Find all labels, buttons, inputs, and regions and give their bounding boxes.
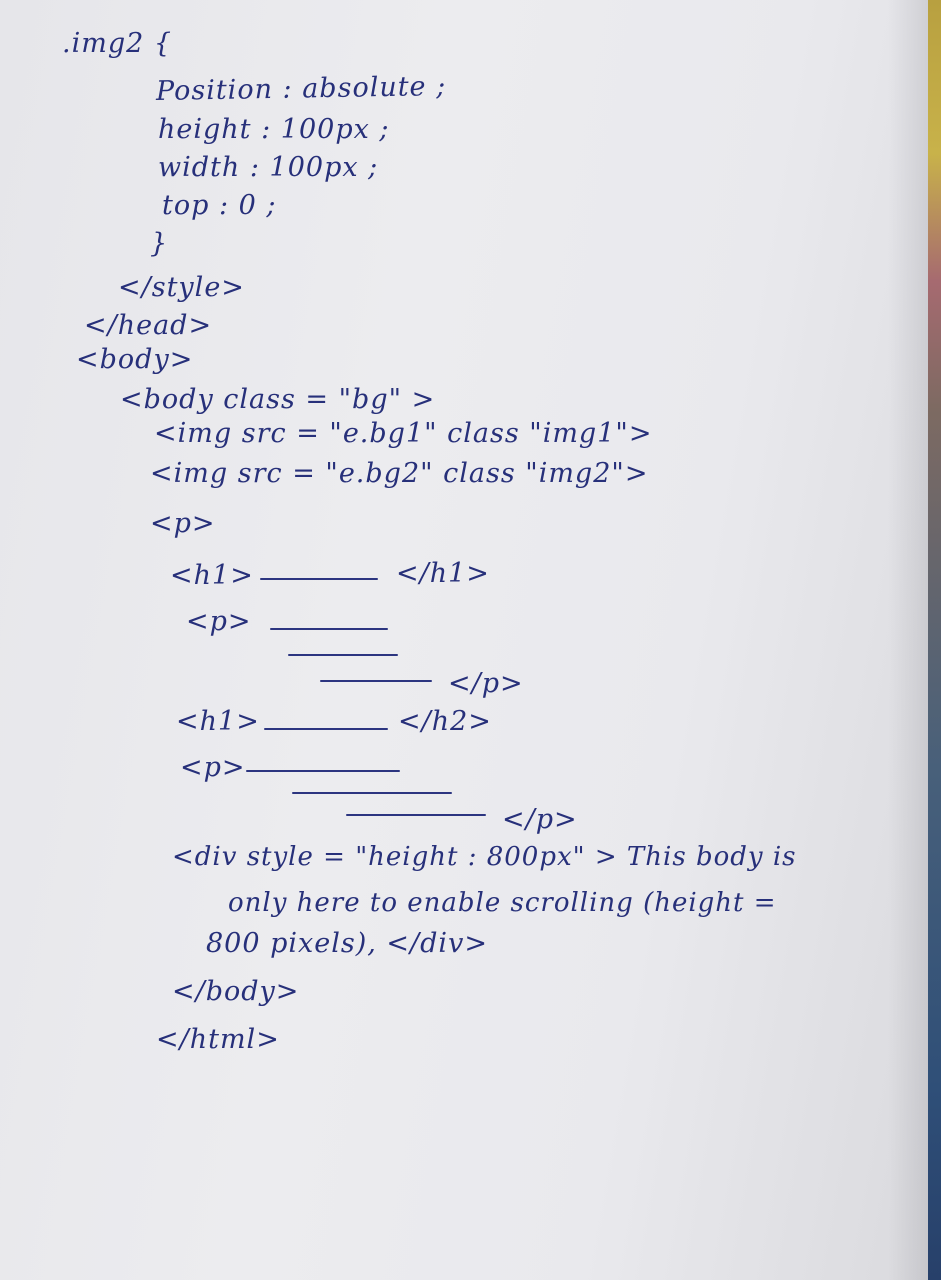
p-open-tag-2: <p> bbox=[186, 606, 252, 637]
css-selector-line: .img2 { bbox=[62, 28, 173, 59]
body-close-tag: </body> bbox=[172, 976, 300, 1007]
css-width-line: width : 100px ; bbox=[158, 152, 379, 183]
h1-close-tag: </h1> bbox=[396, 558, 490, 589]
div-style-line: <div style = "height : 800px" > This body is bbox=[172, 842, 797, 872]
img-tag-1: <img src = "e.bg1" class "img1"> bbox=[154, 418, 653, 449]
img-tag-2: <img src = "e.bg2" class "img2"> bbox=[150, 458, 649, 489]
blank-line bbox=[260, 578, 378, 580]
p-open-tag: <p> bbox=[150, 508, 216, 539]
blank-line bbox=[288, 654, 398, 656]
div-text-line-2: only here to enable scrolling (height = bbox=[228, 888, 777, 918]
blank-line bbox=[346, 814, 486, 816]
head-close-tag: </head> bbox=[84, 310, 213, 341]
p-close-tag: </p> bbox=[448, 668, 524, 699]
blank-line bbox=[246, 770, 400, 772]
blank-line bbox=[292, 792, 452, 794]
css-close-brace: } bbox=[150, 228, 169, 259]
css-position-line: Position : absolute ; bbox=[155, 70, 447, 107]
h1-open-tag: <h1> bbox=[170, 560, 254, 591]
div-text-line-3: 800 pixels), </div> bbox=[206, 928, 488, 959]
css-height-line: height : 100px ; bbox=[158, 114, 390, 145]
h2-close-tag: </h2> bbox=[398, 706, 492, 737]
blank-line bbox=[320, 680, 432, 682]
p-open-tag-3: <p> bbox=[180, 752, 246, 783]
p-close-tag-2: </p> bbox=[502, 804, 578, 835]
blank-line bbox=[270, 628, 388, 630]
body-open-tag: <body> bbox=[76, 344, 194, 375]
html-close-tag: </html> bbox=[156, 1024, 280, 1055]
style-close-tag: </style> bbox=[118, 272, 245, 303]
css-top-line: top : 0 ; bbox=[162, 190, 277, 221]
blank-line bbox=[264, 728, 388, 730]
h1-open-tag-2: <h1> bbox=[176, 706, 260, 737]
body-class-tag: <body class = "bg" > bbox=[120, 384, 436, 415]
